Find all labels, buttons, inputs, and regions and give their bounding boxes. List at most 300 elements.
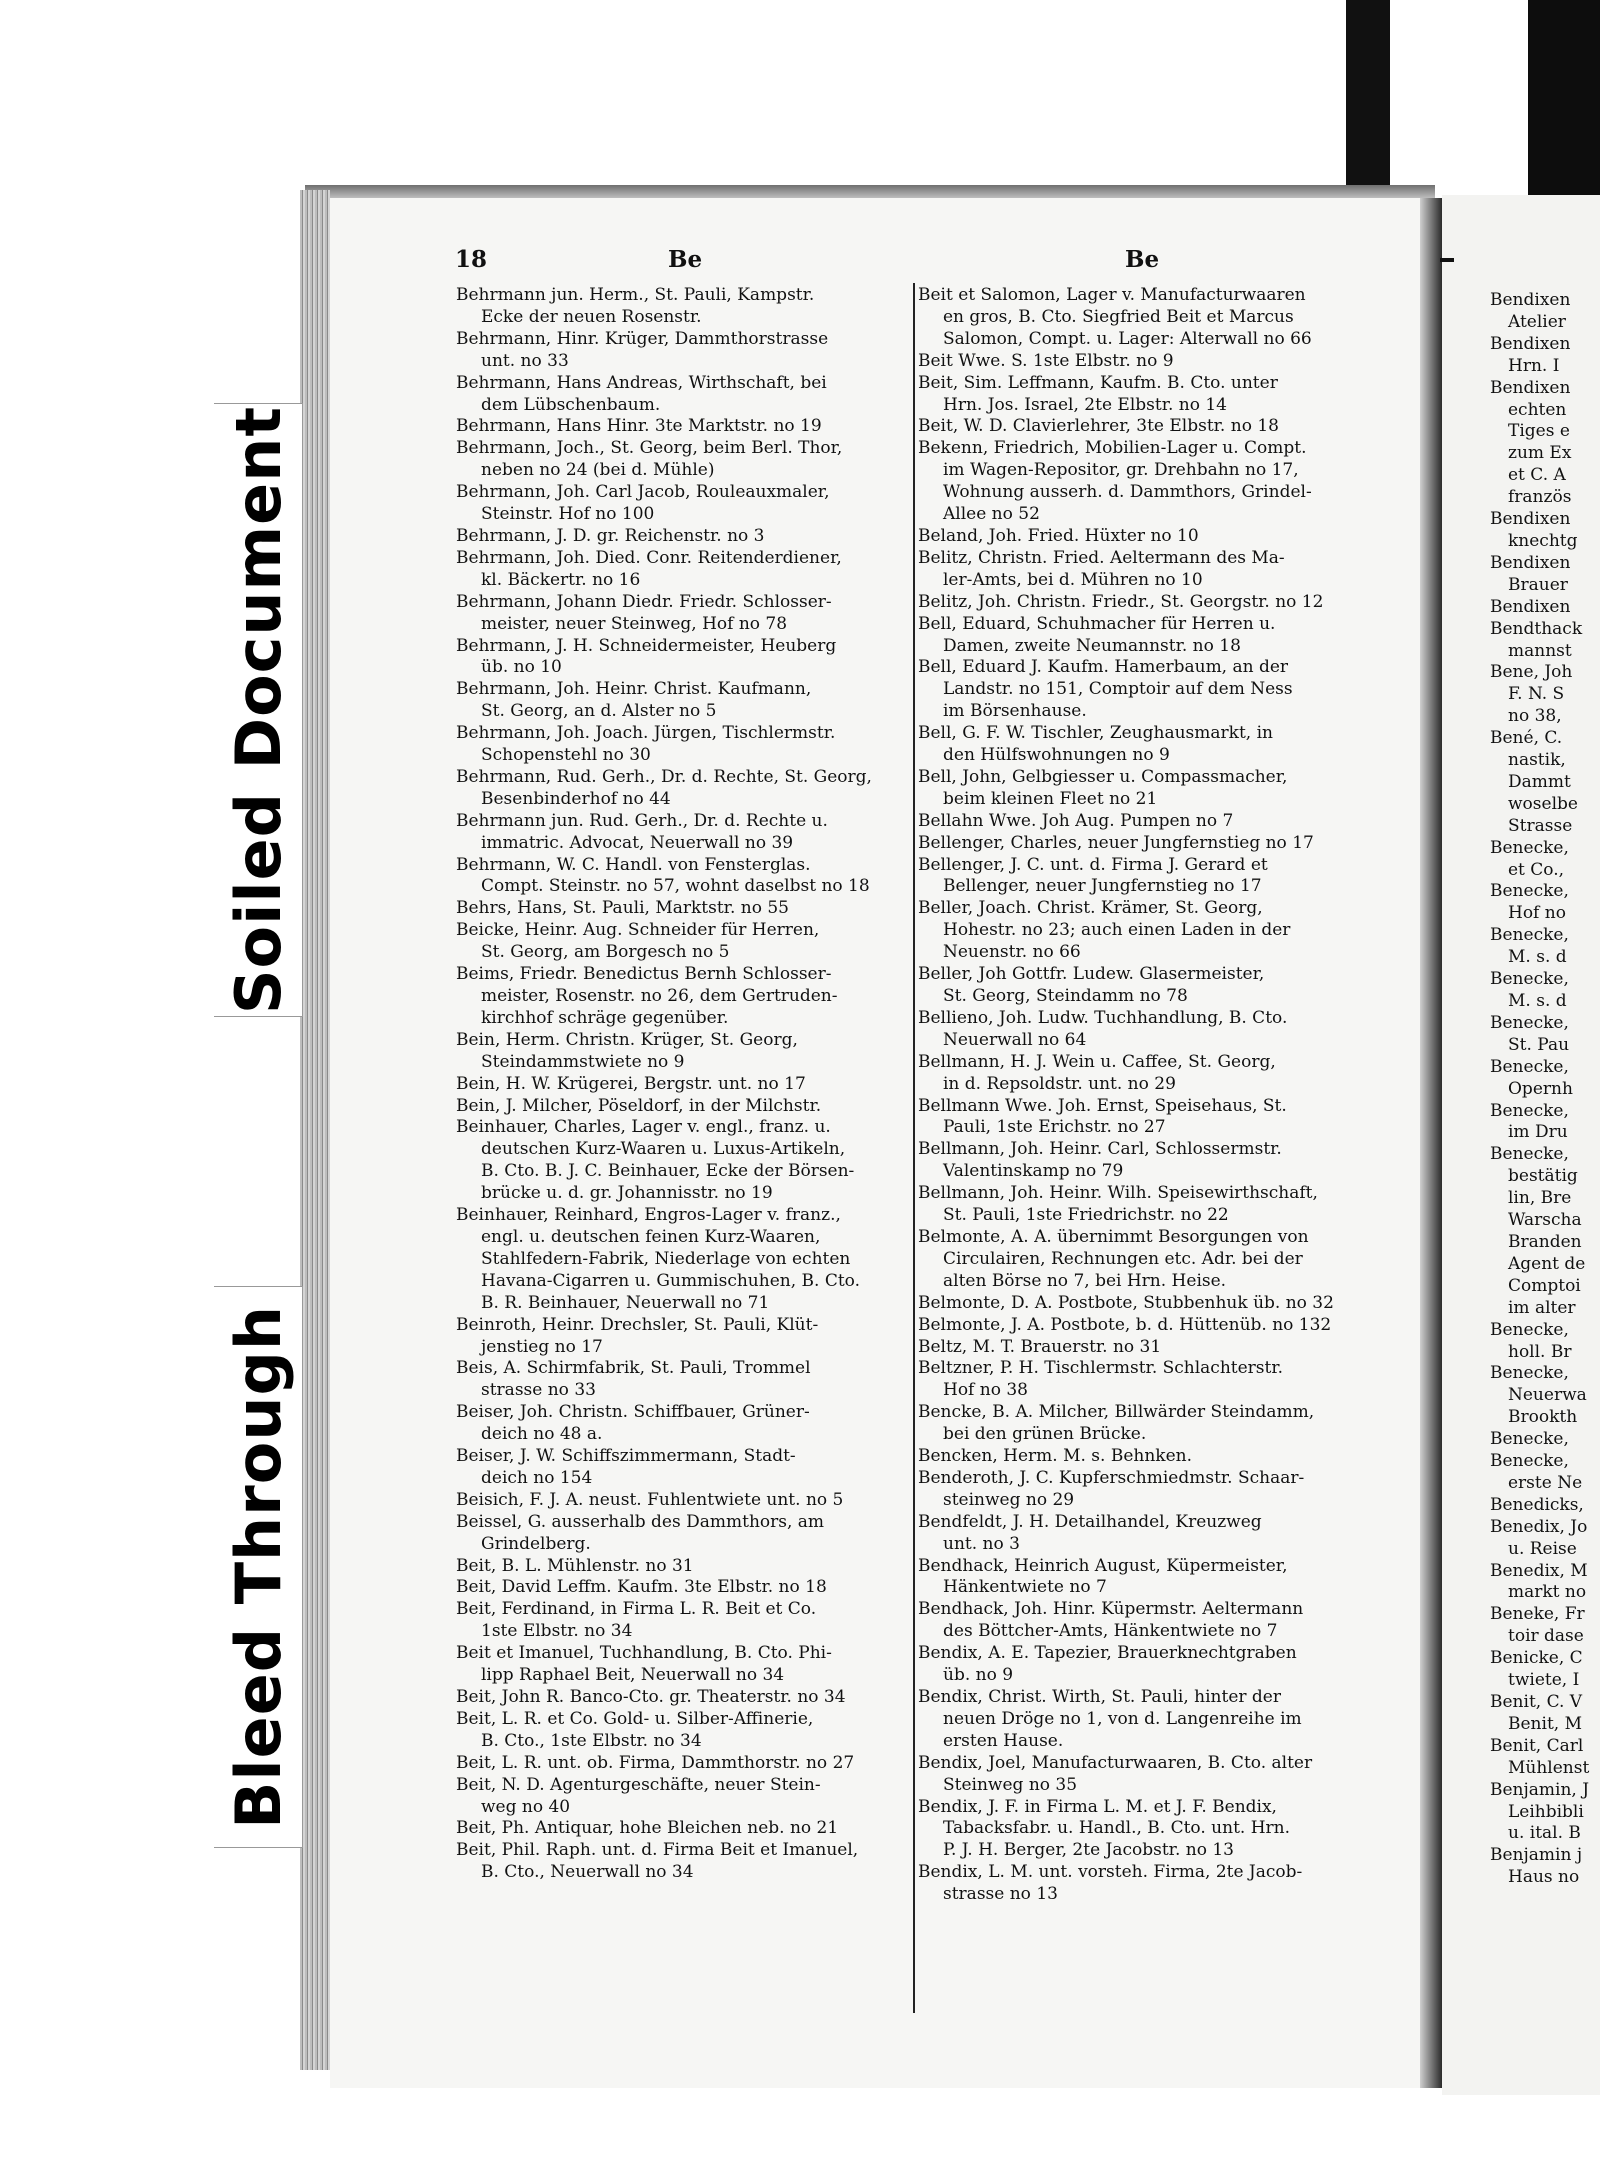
entry-line: Beland, Joh. Fried. Hüxter no 10 <box>918 525 1199 546</box>
entry-line: Beltz, M. T. Brauerstr. no 31 <box>918 1336 1162 1357</box>
directory-entry <box>456 1599 910 1643</box>
entry-continuation: St. Georg, an d. Alster no 5 <box>481 701 717 722</box>
entry-line: Belmonte, J. A. Postbote, b. d. Hüttenüb. no 132 <box>918 1314 1332 1335</box>
entry-line: Bendix, L. M. unt. vorsteh. Firma, 2te Jacob- <box>918 1862 1303 1883</box>
entry-continuation: Ecke der neuen Rosenstr. <box>481 306 702 327</box>
entry-line: Beit, N. D. Agenturgeschäfte, neuer Stein- <box>456 1774 821 1795</box>
next-page-line: Leihbibli <box>1508 1801 1584 1822</box>
directory-entry <box>456 1753 910 1775</box>
directory-entry <box>456 1446 910 1490</box>
directory-entry <box>918 1643 1368 1687</box>
entry-continuation: alten Börse no 7, bei Hrn. Heise. <box>943 1270 1227 1291</box>
next-page-line: Haus no <box>1508 1867 1580 1888</box>
entry-line: Beltzner, P. H. Tischlermstr. Schlachterstr. <box>918 1358 1284 1379</box>
next-page-line: Hof no <box>1508 903 1566 924</box>
next-page-line: Neuerwa <box>1508 1385 1587 1406</box>
entry-continuation: ersten Hause. <box>943 1730 1064 1751</box>
entry-continuation: im Wagen-Repositor, gr. Drehbahn no 17, <box>943 460 1299 481</box>
directory-entry <box>918 833 1368 855</box>
next-page-line: twiete, I <box>1508 1670 1580 1691</box>
next-page-line: Benicke, C <box>1490 1648 1583 1669</box>
entry-continuation: en gros, B. Cto. Siegfried Beit et Marcus <box>943 306 1294 327</box>
next-page-line: Bendixen <box>1490 552 1571 573</box>
entry-line: Bellmann Wwe. Joh. Ernst, Speisehaus, St. <box>918 1095 1287 1116</box>
next-page-line: Benjamin j <box>1490 1845 1583 1866</box>
entry-line: Bein, J. Milcher, Pöseldorf, in der Milchstr. <box>456 1095 822 1116</box>
bleed-through-label <box>214 1286 303 1848</box>
next-page-line: Warscha <box>1508 1210 1582 1231</box>
directory-entry <box>456 416 910 438</box>
entry-line: Beit, W. D. Clavierlehrer, 3te Elbstr. no 18 <box>918 416 1279 437</box>
entry-line: Benderoth, J. C. Kupferschmiedmstr. Schaar- <box>918 1467 1305 1488</box>
entry-continuation: bei den grünen Brücke. <box>943 1424 1147 1445</box>
entry-continuation: deich no 48 a. <box>481 1424 603 1445</box>
soiled-document-label <box>214 403 303 1017</box>
directory-entry <box>918 1227 1368 1293</box>
entry-continuation: strasse no 33 <box>481 1380 596 1401</box>
entry-line: Beit, David Leffm. Kaufm. 3te Elbstr. no 18 <box>456 1577 827 1598</box>
entry-continuation: den Hülfswohnungen no 9 <box>943 745 1170 766</box>
directory-entry <box>456 679 910 723</box>
directory-entry <box>918 1337 1368 1359</box>
next-page-line: M. s. d <box>1508 947 1567 968</box>
entry-continuation: St. Georg, am Borgesch no 5 <box>481 942 730 963</box>
directory-entry <box>918 1183 1368 1227</box>
directory-entry <box>918 1293 1368 1315</box>
next-page-line: Benit, M <box>1508 1713 1582 1734</box>
entry-continuation: Steinstr. Hof no 100 <box>481 504 655 525</box>
directory-entry <box>456 723 910 767</box>
next-page-line: Bene, Joh <box>1490 662 1573 683</box>
next-page-line: Bendixen <box>1490 333 1571 354</box>
directory-entry <box>456 1709 910 1753</box>
next-page-line: Benecke, <box>1490 1319 1569 1340</box>
directory-entry <box>918 1008 1368 1052</box>
next-page-line: Benit, C. V <box>1490 1692 1583 1712</box>
directory-entry <box>918 373 1368 417</box>
entry-continuation: strasse no 13 <box>943 1884 1058 1905</box>
bleed-label-text: Bleed Through <box>221 1305 295 1829</box>
next-page-line: Tiges e <box>1508 421 1570 442</box>
directory-entry <box>456 526 910 548</box>
next-page-line: Benecke, <box>1490 1451 1569 1472</box>
directory-entry <box>456 1775 910 1819</box>
entry-line: Belmonte, D. A. Postbote, Stubbenhuk üb. no 32 <box>918 1292 1334 1313</box>
entry-continuation: Circulairen, Rechnungen etc. Adr. bei der <box>943 1248 1303 1269</box>
entry-line: Behrmann jun. Rud. Gerh., Dr. d. Rechte u. <box>456 810 828 831</box>
next-page-line: u. ital. B <box>1508 1823 1581 1844</box>
entry-line: Belitz, Christn. Fried. Aeltermann des Ma- <box>918 547 1285 568</box>
entry-line: Behrmann, J. D. gr. Reichenstr. no 3 <box>456 525 765 546</box>
directory-entry <box>918 1315 1368 1337</box>
directory-entry <box>456 329 910 373</box>
entry-continuation: engl. u. deutschen feinen Kurz-Waaren, <box>481 1226 821 1247</box>
directory-entry <box>456 811 910 855</box>
entry-continuation: B. Cto., 1ste Elbstr. no 34 <box>481 1730 702 1751</box>
entry-continuation: Hrn. Jos. Israel, 2te Elbstr. no 14 <box>943 394 1227 415</box>
directory-entry <box>918 898 1368 964</box>
directory-entry <box>918 1512 1368 1556</box>
next-page-line: Bendixen <box>1490 596 1571 617</box>
directory-entry <box>918 1139 1368 1183</box>
next-page-line: F. N. S <box>1508 684 1565 705</box>
entry-line: Beit et Salomon, Lager v. Manufacturwaaren <box>918 285 1306 305</box>
entry-line: Behrmann, Hans Hinr. 3te Marktstr. no 19 <box>456 416 822 437</box>
entry-line: Behrmann, Rud. Gerh., Dr. d. Rechte, St. Georg, <box>456 766 872 787</box>
directory-entry <box>456 1205 910 1315</box>
directory-entry <box>918 723 1368 767</box>
directory-entry <box>456 548 910 592</box>
entry-continuation: deich no 154 <box>481 1467 593 1488</box>
next-page-line: im Dru <box>1508 1122 1568 1143</box>
entry-line: Bendix, J. F. in Firma L. M. et J. F. Bendix, <box>918 1796 1277 1817</box>
entry-line: Bell, Eduard, Schuhmacher für Herren u. <box>918 613 1276 634</box>
entry-continuation: Tabacksfabr. u. Handl., B. Cto. unt. Hrn. <box>943 1818 1291 1839</box>
book-page-edges <box>300 190 330 2070</box>
next-page-line: Dammt <box>1508 771 1571 792</box>
black-bar-top <box>1346 0 1390 195</box>
entry-continuation: St. Pauli, 1ste Friedrichstr. no 22 <box>943 1205 1229 1226</box>
page-mark <box>1440 258 1454 262</box>
entry-line: Behrmann, Hans Andreas, Wirthschaft, bei <box>456 372 827 393</box>
entry-continuation: unt. no 33 <box>481 350 569 371</box>
next-page-line: echten <box>1508 399 1567 420</box>
entry-line: Bell, John, Gelbgiesser u. Compassmacher, <box>918 766 1288 787</box>
entry-continuation: jenstieg no 17 <box>481 1336 603 1357</box>
entry-continuation: Allee no 52 <box>943 504 1040 525</box>
entry-continuation: Steindammstwiete no 9 <box>481 1051 685 1072</box>
entry-line: Beit, Sim. Leffmann, Kaufm. B. Cto. unter <box>918 372 1278 393</box>
directory-entry <box>918 1446 1368 1468</box>
directory-entry <box>918 657 1368 723</box>
directory-entry <box>918 614 1368 658</box>
entry-continuation: Damen, zweite Neumannstr. no 18 <box>943 635 1241 656</box>
entry-line: Beis, A. Schirmfabrik, St. Pauli, Trommel <box>456 1358 811 1379</box>
entry-continuation: ler-Amts, bei d. Mühren no 10 <box>943 569 1203 590</box>
entry-continuation: Havana-Cigarren u. Gummischuhen, B. Cto. <box>481 1270 861 1291</box>
directory-entry <box>918 1797 1368 1863</box>
entry-line: Beit, Phil. Raph. unt. d. Firma Beit et Imanuel, <box>456 1840 859 1861</box>
next-page-line: Agent de <box>1508 1253 1586 1274</box>
entry-line: Bendhack, Heinrich August, Küpermeister, <box>918 1555 1288 1576</box>
directory-entry <box>918 416 1368 438</box>
entry-line: Bencken, Herm. M. s. Behnken. <box>918 1446 1192 1467</box>
entry-line: Behrmann, W. C. Handl. von Fensterglas. <box>456 854 811 875</box>
entry-line: Beiser, J. W. Schiffszimmermann, Stadt- <box>456 1446 796 1467</box>
entry-continuation: üb. no 9 <box>943 1665 1014 1686</box>
next-page-line: Benecke, <box>1490 1429 1569 1450</box>
directory-entry <box>456 1096 910 1118</box>
entry-continuation: Pauli, 1ste Erichstr. no 27 <box>943 1117 1166 1138</box>
next-page-line: bestätig <box>1508 1166 1578 1187</box>
directory-entry <box>918 1862 1368 1906</box>
entry-continuation: unt. no 3 <box>943 1533 1020 1554</box>
directory-entry <box>456 920 910 964</box>
entry-continuation: Stahlfedern-Fabrik, Niederlage von echten <box>481 1248 851 1269</box>
next-page-line: Benecke, <box>1490 1100 1569 1121</box>
entry-line: Bellmann, H. J. Wein u. Caffee, St. Georg, <box>918 1051 1276 1072</box>
next-page-line: toir dase <box>1508 1626 1584 1647</box>
entry-continuation: B. R. Beinhauer, Neuerwall no 71 <box>481 1292 770 1313</box>
entry-continuation: meister, Rosenstr. no 26, dem Gertruden- <box>481 986 838 1006</box>
entry-continuation: Steinweg no 35 <box>943 1774 1078 1795</box>
entry-line: Bellahn Wwe. Joh Aug. Pumpen no 7 <box>918 810 1234 831</box>
directory-entry <box>918 351 1368 373</box>
entry-continuation: Grindelberg. <box>481 1533 591 1554</box>
directory-entry <box>456 1577 910 1599</box>
next-page-line: et C. A <box>1508 465 1566 486</box>
entry-continuation: Landstr. no 151, Comptoir auf dem Ness <box>943 679 1293 700</box>
entry-line: Beicke, Heinr. Aug. Schneider für Herren, <box>456 920 820 941</box>
next-page-line: im alter <box>1508 1297 1576 1318</box>
next-page-line: Benit, Carl <box>1490 1735 1584 1756</box>
next-page-line: Mühlenst <box>1508 1757 1590 1778</box>
next-page-line: knechtg <box>1508 530 1578 551</box>
entry-continuation: St. Georg, Steindamm no 78 <box>943 986 1188 1006</box>
next-page-line: erste Ne <box>1508 1472 1583 1493</box>
directory-entry <box>918 811 1368 833</box>
next-page-line: markt no <box>1508 1582 1587 1603</box>
next-page-fragment <box>1442 195 1600 2095</box>
directory-entry <box>456 767 910 811</box>
directory-entry <box>918 1687 1368 1753</box>
directory-entry <box>456 1687 910 1709</box>
entry-continuation: lipp Raphael Beit, Neuerwall no 34 <box>481 1665 785 1686</box>
next-page-line: Benecke, <box>1490 969 1569 990</box>
book-gutter <box>1420 198 1442 2088</box>
directory-column-left <box>456 285 910 1884</box>
directory-entry <box>456 1117 910 1205</box>
entry-continuation: Hof no 38 <box>943 1380 1028 1401</box>
entry-continuation: Salomon, Compt. u. Lager: Alterwall no 66 <box>943 328 1312 349</box>
next-page-line: Bendixen <box>1490 509 1571 530</box>
entry-line: Bendfeldt, J. H. Detailhandel, Kreuzweg <box>918 1511 1262 1532</box>
next-page-line: et Co., <box>1508 859 1565 880</box>
directory-entry <box>456 1840 910 1884</box>
entry-continuation: B. Cto., Neuerwall no 34 <box>481 1862 694 1883</box>
entry-continuation: weg no 40 <box>481 1796 571 1817</box>
directory-entry <box>918 1096 1368 1140</box>
entry-line: Bendix, Joel, Manufacturwaaren, B. Cto. alter <box>918 1752 1313 1773</box>
next-page-line: Strasse <box>1508 815 1573 836</box>
next-page-line: Benecke, <box>1490 1363 1569 1384</box>
entry-continuation: brücke u. d. gr. Johannisstr. no 19 <box>481 1183 773 1204</box>
entry-line: Behrmann, J. H. Schneidermeister, Heuberg <box>456 635 837 656</box>
entry-continuation: im Börsenhause. <box>943 701 1087 722</box>
entry-continuation: in d. Repsoldstr. unt. no 29 <box>943 1073 1176 1094</box>
entry-continuation: dem Lübschenbaum. <box>481 394 661 415</box>
entry-continuation: beim kleinen Fleet no 21 <box>943 788 1158 809</box>
entry-line: Behrmann, Johann Diedr. Friedr. Schlosser- <box>456 591 832 612</box>
directory-entry <box>918 592 1368 614</box>
entry-line: Beit, Ph. Antiquar, hohe Bleichen neb. no 21 <box>456 1818 839 1839</box>
next-page-line: St. Pau <box>1508 1034 1570 1055</box>
directory-entry <box>456 1315 910 1359</box>
next-page-line: Bené, C. <box>1490 728 1563 749</box>
entry-line: Beissel, G. ausserhalb des Dammthors, am <box>456 1511 825 1532</box>
directory-entry <box>456 438 910 482</box>
directory-entry <box>456 898 910 920</box>
entry-line: Beisich, F. J. A. neust. Fuhlentwiete unt. no 5 <box>456 1489 844 1510</box>
directory-entry <box>918 438 1368 526</box>
entry-line: Bellieno, Joh. Ludw. Tuchhandlung, B. Cto. <box>918 1007 1288 1028</box>
entry-line: Beiser, Joh. Christn. Schiffbauer, Grüner- <box>456 1402 810 1423</box>
next-page-line: Bendthack <box>1490 618 1583 639</box>
entry-line: Beims, Friedr. Benedictus Bernh Schlosser- <box>456 964 832 985</box>
next-page-line: M. s. d <box>1508 991 1567 1011</box>
entry-continuation: neuen Dröge no 1, von d. Langenreihe im <box>943 1708 1302 1729</box>
directory-entry <box>456 592 910 636</box>
entry-continuation: Neuenstr. no 66 <box>943 942 1081 963</box>
entry-line: Bell, Eduard J. Kaufm. Hamerbaum, an der <box>918 657 1289 678</box>
directory-entry <box>456 964 910 1030</box>
directory-entry <box>456 1490 910 1512</box>
entry-continuation: kl. Bäckertr. no 16 <box>481 569 641 590</box>
entry-line: Beit, John R. Banco-Cto. gr. Theaterstr. no 34 <box>456 1687 846 1707</box>
next-page-line: zum Ex <box>1508 443 1572 464</box>
next-page-line: Benecke, <box>1490 837 1569 858</box>
directory-entry <box>456 1512 910 1556</box>
directory-entry <box>918 1468 1368 1512</box>
entry-line: Beit, B. L. Mühlenstr. no 31 <box>456 1555 694 1576</box>
directory-entry <box>456 285 910 329</box>
entry-line: Belmonte, A. A. übernimmt Besorgungen von <box>918 1226 1309 1247</box>
next-page-line: Bendixen <box>1490 290 1571 310</box>
directory-entry <box>456 482 910 526</box>
entry-line: Beit, Ferdinand, in Firma L. R. Beit et Co. <box>456 1599 817 1620</box>
entry-continuation: üb. no 10 <box>481 657 562 678</box>
directory-entry <box>456 1358 910 1402</box>
next-page-line: Benedicks, <box>1490 1494 1584 1515</box>
right-column-heading: Be <box>1125 246 1160 273</box>
directory-entry <box>918 285 1368 351</box>
next-page-line: Benedix, Jo <box>1490 1516 1588 1537</box>
directory-entry <box>456 1556 910 1578</box>
next-page-line: holl. Br <box>1508 1341 1572 1362</box>
next-page-line: mannst <box>1508 640 1572 661</box>
entry-line: Bell, G. F. W. Tischler, Zeughausmarkt, in <box>918 723 1273 744</box>
directory-entry <box>456 1643 910 1687</box>
entry-continuation: meister, neuer Steinweg, Hof no 78 <box>481 613 788 634</box>
entry-line: Beit et Imanuel, Tuchhandlung, B. Cto. Phi- <box>456 1643 832 1664</box>
next-page-line: Atelier <box>1508 311 1566 332</box>
left-column-heading: Be <box>668 246 703 273</box>
next-page-line: Comptoi <box>1508 1275 1581 1296</box>
entry-line: Bendhack, Joh. Hinr. Küpermstr. Aeltermann <box>918 1599 1304 1620</box>
directory-entry <box>918 855 1368 899</box>
entry-continuation: Wohnung ausserh. d. Dammthors, Grindel- <box>943 482 1312 503</box>
entry-line: Bendix, A. E. Tapezier, Brauerknechtgraben <box>918 1643 1297 1664</box>
next-page-line: Branden <box>1508 1231 1582 1252</box>
entry-continuation: deutschen Kurz-Waaren u. Luxus-Artikeln, <box>481 1139 846 1160</box>
entry-continuation: neben no 24 (bei d. Mühle) <box>481 460 715 481</box>
entry-continuation: Besenbinderhof no 44 <box>481 788 671 809</box>
entry-continuation: P. J. H. Berger, 2te Jacobstr. no 13 <box>943 1840 1234 1861</box>
entry-line: Behrmann, Joh. Died. Conr. Reitenderdiener, <box>456 547 842 568</box>
entry-continuation: Hohestr. no 23; auch einen Laden in der <box>943 920 1291 941</box>
entry-line: Beinroth, Heinr. Drechsler, St. Pauli, Klüt- <box>456 1314 819 1335</box>
column-divider <box>913 283 915 2013</box>
next-page-line: Brookth <box>1508 1407 1578 1428</box>
directory-entry <box>918 1052 1368 1096</box>
next-page-line: französ <box>1508 487 1572 508</box>
directory-entry <box>456 1402 910 1446</box>
next-page-line: Benecke, <box>1490 1144 1569 1165</box>
soiled-label-text: Soiled Document <box>221 405 295 1015</box>
next-page-lines <box>1490 290 1600 1889</box>
entry-continuation: Bellenger, neuer Jungfernstieg no 17 <box>943 876 1262 897</box>
entry-line: Bellenger, J. C. unt. d. Firma J. Gerard et <box>918 854 1268 875</box>
directory-entry <box>918 1402 1368 1446</box>
directory-entry <box>918 1556 1368 1600</box>
entry-line: Bein, H. W. Krügerei, Bergstr. unt. no 17 <box>456 1073 806 1094</box>
directory-entry <box>918 964 1368 1008</box>
directory-column-right <box>918 285 1368 1906</box>
entry-line: Beit Wwe. S. 1ste Elbstr. no 9 <box>918 350 1174 371</box>
directory-entry <box>456 1030 910 1074</box>
entry-continuation: B. Cto. B. J. C. Beinhauer, Ecke der Börsen- <box>481 1161 855 1182</box>
next-page-line: Benecke, <box>1490 925 1569 946</box>
directory-entry <box>918 548 1368 592</box>
next-page-line: Opernh <box>1508 1078 1573 1099</box>
entry-line: Beit, L. R. unt. ob. Firma, Dammthorstr. no 27 <box>456 1752 855 1773</box>
next-page-line: Benedix, M <box>1490 1560 1588 1581</box>
directory-entry <box>456 1818 910 1840</box>
next-page-line: Beneke, Fr <box>1490 1604 1585 1625</box>
entry-line: Behrmann, Joh. Heinr. Christ. Kaufmann, <box>456 679 812 700</box>
next-page-line: Benjamin, J <box>1490 1779 1590 1800</box>
entry-continuation: Neuerwall no 64 <box>943 1029 1087 1050</box>
entry-line: Belitz, Joh. Christn. Friedr., St. Georgstr. no 12 <box>918 591 1324 612</box>
entry-line: Beller, Joach. Christ. Krämer, St. Georg, <box>918 898 1263 919</box>
directory-entry <box>456 636 910 680</box>
entry-line: Behrmann, Joch., St. Georg, beim Berl. Thor, <box>456 438 843 459</box>
entry-line: Beinhauer, Reinhard, Engros-Lager v. franz., <box>456 1205 841 1226</box>
next-page-line: woselbe <box>1508 793 1578 814</box>
entry-line: Bein, Herm. Christn. Krüger, St. Georg, <box>456 1029 798 1050</box>
entry-line: Behrmann, Joh. Carl Jacob, Rouleauxmaler, <box>456 482 830 503</box>
entry-line: Bekenn, Friedrich, Mobilien-Lager u. Compt. <box>918 438 1307 459</box>
entry-line: Bellmann, Joh. Heinr. Carl, Schlossermstr. <box>918 1139 1282 1160</box>
next-page-line: lin, Bre <box>1508 1188 1572 1209</box>
entry-line: Behrmann, Hinr. Krüger, Dammthorstrasse <box>456 328 829 349</box>
directory-entry <box>918 1753 1368 1797</box>
entry-line: Behrs, Hans, St. Pauli, Marktstr. no 55 <box>456 898 789 919</box>
next-page-line: Brauer <box>1508 574 1568 595</box>
entry-line: Behrmann, Joh. Joach. Jürgen, Tischlermstr. <box>456 723 836 744</box>
entry-continuation: steinweg no 29 <box>943 1489 1075 1510</box>
directory-entry <box>456 373 910 417</box>
entry-continuation: des Böttcher-Amts, Hänkentwiete no 7 <box>943 1621 1278 1642</box>
page-number: 18 <box>455 246 488 273</box>
directory-entry <box>918 526 1368 548</box>
next-page-line: nastik, <box>1508 750 1566 771</box>
directory-entry <box>456 855 910 899</box>
next-page-line: Bendixen <box>1490 377 1571 398</box>
entry-continuation: immatric. Advocat, Neuerwall no 39 <box>481 832 794 853</box>
directory-entry <box>918 1358 1368 1402</box>
entry-line: Bendix, Christ. Wirth, St. Pauli, hinter der <box>918 1687 1281 1707</box>
entry-continuation: kirchhof schräge gegenüber. <box>481 1007 729 1028</box>
entry-continuation: Schopenstehl no 30 <box>481 745 651 766</box>
directory-entry <box>918 1599 1368 1643</box>
next-page-line: Benecke, <box>1490 1012 1569 1033</box>
entry-continuation: Valentinskamp no 79 <box>943 1161 1124 1182</box>
entry-continuation: Hänkentwiete no 7 <box>943 1577 1107 1598</box>
entry-continuation: 1ste Elbstr. no 34 <box>481 1621 633 1642</box>
next-page-line: Benecke, <box>1490 1056 1569 1077</box>
next-page-line: u. Reise <box>1508 1538 1577 1559</box>
